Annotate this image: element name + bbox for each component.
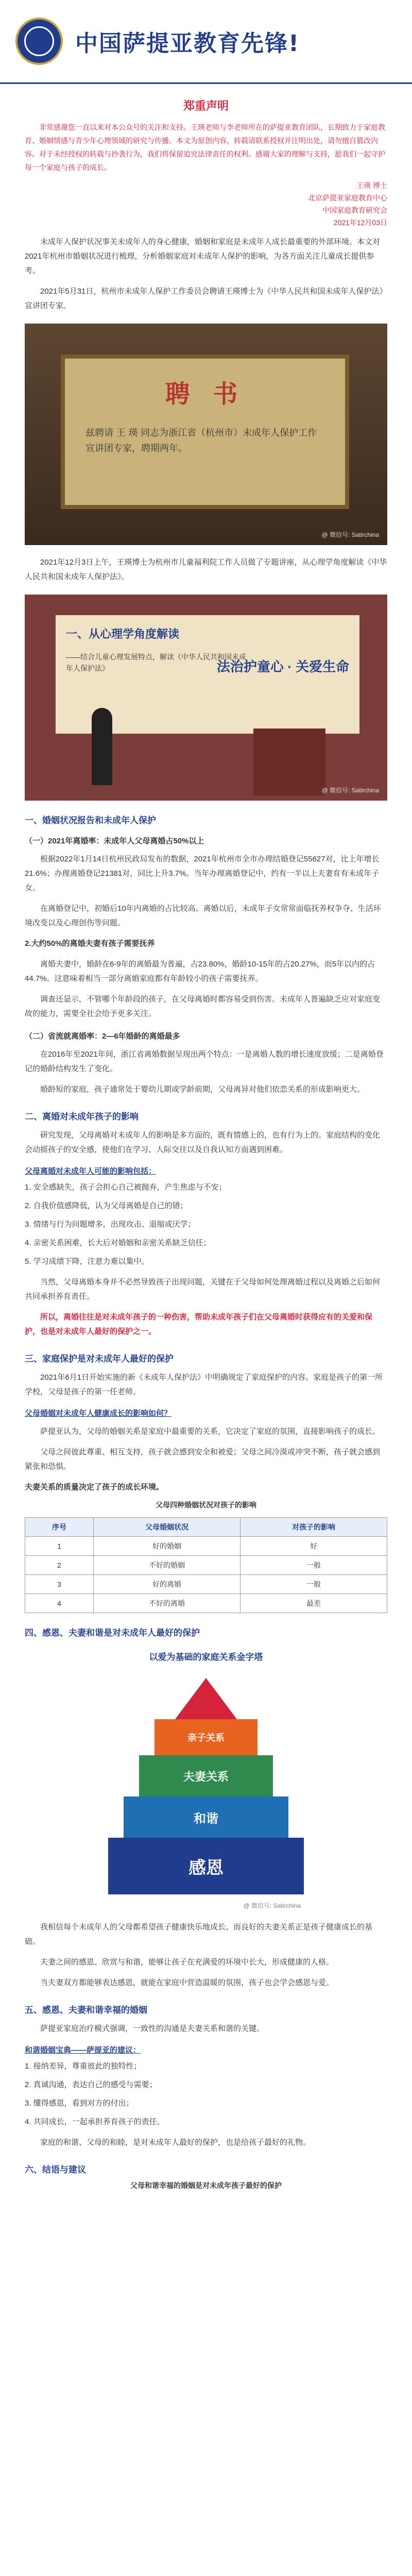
- table-header-cell: 父母婚姻状况: [94, 1518, 241, 1537]
- section-heading: 六、结语与建议: [25, 2165, 86, 2175]
- underlined-heading: 父母婚姻对未成年人健康成长的影响如何？: [25, 1409, 172, 1418]
- subsection-heading: （二）省流就离婚率：2—6年婚龄的离婚最多: [25, 1032, 180, 1041]
- table-cell: 好: [241, 1537, 387, 1556]
- list-item: 1. 接纳差异，尊重彼此的独特性；: [25, 2062, 142, 2071]
- table-row: [25, 1556, 387, 1575]
- list-item: 1. 安全感缺失，孩子会担心自己被抛弃，产生焦虑与不安；: [25, 1183, 227, 1192]
- section-heading: 一、婚姻状况报告和未成年人保护: [25, 816, 156, 825]
- list-item: 5. 学习成绩下降，注意力难以集中。: [25, 1257, 149, 1266]
- table-header-cell: 序号: [25, 1518, 94, 1537]
- body-paragraph: 我相信每个未成年人的父母都希望孩子健康快乐地成长。而良好的夫妻关系正是孩子健康成长的基础。: [25, 1923, 373, 1946]
- banner-heading: 一、从心理学角度解读: [66, 628, 180, 641]
- body-paragraph: 父母之间彼此尊重、相互支持，孩子就会感到安全和被爱；父母之间冷漠或冲突不断，孩子就会感到紧张和恐惧。: [25, 1448, 381, 1471]
- intro-paragraph: 未成年人保护状况事关未成年人的身心健康，婚姻和家庭是未成年人成长最重要的外部环境。本文对2021年杭州市婚姻状况进行梳理，分析婚姻家庭对未成年人保护的影响，为各方面关注儿童成长提供参考。: [25, 238, 381, 275]
- list-item: 3. 情绪与行为问题增多，出现攻击、退缩或厌学；: [25, 1220, 196, 1229]
- list-item: 2. 自我价值感降低，认为父母离婚是自己的错；: [25, 1201, 188, 1210]
- section-heading: 二、离婚对未成年孩子的影响: [25, 1112, 139, 1122]
- body-paragraph: 当夫妻双方都能够表达感恩，就能在家庭中营造温暖的氛围，孩子也会学会感恩与爱。: [40, 1978, 334, 1987]
- body-paragraph: 婚龄短的家庭，孩子通常处于婴幼儿期或学龄前期，父母离异对他们依恋关系的形成影响更大。: [40, 1085, 365, 1094]
- table-cell: 2: [25, 1556, 94, 1575]
- body-paragraph: 当然，父母离婚本身并不必然导致孩子出现问题，关键在于父母如何处理离婚过程以及离婚之后如何共同承担养育责任。: [25, 1278, 381, 1301]
- body-paragraph: 调查还显示，不管哪个年龄段的孩子，在父母离婚时都容易受到伤害。未成年人普遍缺乏应对家庭变故的能力，需要全社会给予更多关注。: [25, 995, 381, 1018]
- brand-slogan: 中国萨提亚教育先锋!: [75, 30, 300, 57]
- lecture-paragraph: 2021年12月3日上午，王瑛博士为杭州市儿童福利院工作人员做了专题讲座，从心理学角度解读《中华人民共和国未成年人保护法》。: [25, 558, 387, 581]
- table-cell: 最差: [241, 1594, 387, 1613]
- pyramid-level-top: [175, 1678, 237, 1719]
- section-heading: 三、家庭保护是对未成年人最好的保护: [25, 1354, 174, 1364]
- body-paragraph: 根据2022年1月14日杭州民政局发布的数据，2021年杭州市全市办理结婚登记55627对，比上年增长21.6%；办理离婚登记21381对，同比上升3.7%。当年办理离婚登记中，约有一半以上夫妻育有未成年子女。: [25, 855, 380, 892]
- table-cell: 一般: [241, 1575, 387, 1594]
- table-cell: 好的离婚: [94, 1575, 241, 1594]
- subsection-heading: 2.大约50%的离婚夫妻有孩子需要抚养: [25, 939, 155, 948]
- podium: [253, 728, 325, 795]
- highlight-paragraph: 所以，离婚往往是对未成年孩子的一种伤害，帮助未成年孩子们在父母离婚时获得应有的关爱和保护，也是对未成年人最好的保护之一。: [25, 1313, 373, 1336]
- quote-line: 夫妻关系的质量决定了孩子的成长环境。: [25, 1483, 164, 1492]
- list-item: 4. 共同成长，一起承担养育孩子的责任。: [25, 2117, 165, 2126]
- sign-line: 北京萨提亚家庭教育中心: [308, 194, 387, 202]
- certificate: [61, 354, 349, 509]
- subsection-heading: （一）2021年离婚率：未成年人父母离婚占50%以上: [25, 837, 204, 845]
- table-cell: 好的婚姻: [94, 1537, 241, 1556]
- photo-watermark: @ 微信号: Satirchina: [243, 1902, 301, 1909]
- body-paragraph: 2021年6月1日开始实施的新《未成年人保护法》中明确规定了家庭保护的内容。家庭是孩子的第一所学校，父母是孩子的第一任老师。: [25, 1373, 383, 1396]
- intro-paragraph: 2021年5月31日，杭州市未成年人保护工作委员会聘请王瑛博士为《中华人民共和国未成年人保护法》宣讲团专家。: [25, 287, 387, 310]
- speaker-figure: [92, 708, 112, 785]
- body-paragraph: 家庭的和谐、父母的和睦，是对未成年人最好的保护，也是给孩子最好的礼物。: [40, 2138, 311, 2147]
- table-cell: 不好的婚姻: [94, 1556, 241, 1575]
- table-header-row: [25, 1518, 387, 1537]
- sign-date: 2021年12月03日: [333, 218, 387, 227]
- table-row: [25, 1575, 387, 1594]
- underlined-heading: 父母离婚对未成年人可能的影响包括：: [25, 1167, 157, 1176]
- header-banner: [0, 0, 412, 84]
- underlined-heading: 和谐婚姻宝典——萨提亚的建议：: [25, 2046, 141, 2055]
- body-paragraph: 离婚夫妻中，婚龄在6-9年的离婚最为普遍，占23.80%，婚龄10-15年的占20.27%，而5年以内的占44.7%。这意味着相当一部分离婚家庭都有年龄较小的孩子需要抚养。: [25, 960, 375, 983]
- pyramid-level-gratitude: 感恩: [108, 1838, 304, 1894]
- section-heading: 五、感恩、夫妻和谐幸福的婚姻: [25, 2005, 147, 2015]
- banner-slogan: 法治护童心 · 关爱生命: [216, 659, 349, 674]
- banner-subtitle: ——结合儿童心理发展特点，解读《中华人民共和国未成年人保护法》: [66, 653, 246, 672]
- sign-line: 中国家庭教育研究会: [322, 206, 387, 214]
- table-cell: 不好的离婚: [94, 1594, 241, 1613]
- closing-caption: 父母和谐幸福的婚姻是对未成年孩子最好的保护: [130, 2181, 282, 2190]
- photo-watermark: @ 微信号: Satirchina: [321, 787, 379, 794]
- pyramid-title: 以爱为基础的家庭关系金字塔: [149, 1652, 263, 1662]
- body-paragraph: 研究发现，父母离婚对未成年人的影响是多方面的，既有情感上的，也有行为上的。家庭结构的变化会动摇孩子的安全感，使他们在学习、人际交往以及自我认知方面遇到困难。: [25, 1131, 381, 1154]
- table-cell: 4: [25, 1594, 94, 1613]
- marriage-impact-table: [25, 1517, 387, 1613]
- table-header-cell: 对孩子的影响: [241, 1518, 387, 1537]
- table-row: [25, 1594, 387, 1613]
- pyramid-level-harmony: 和谐: [124, 1797, 288, 1838]
- body-paragraph: 萨提亚认为，父母的婚姻关系是家庭中最重要的关系，它决定了家庭的氛围，直接影响孩子的成长。: [40, 1427, 381, 1436]
- photo-watermark: @ 微信号: Satirchina: [321, 531, 379, 538]
- list-item: 3. 懂得感恩，看到对方的付出；: [25, 2099, 134, 2108]
- section-heading: 四、感恩、夫妻和谐是对未成年人最好的保护: [25, 1628, 200, 1638]
- sign-name: 王瑛 博士: [356, 181, 387, 190]
- list-item: 2. 真诚沟通，表达自己的感受与需要；: [25, 2080, 157, 2089]
- list-item: 4. 亲密关系困难，长大后对婚姻和亲密关系缺乏信任；: [25, 1239, 211, 1247]
- lecture-photo: [25, 595, 387, 801]
- declaration-title: 郑重声明: [183, 99, 229, 112]
- table-row: [25, 1537, 387, 1556]
- certificate-text: 兹聘请 王 瑛 同志为浙江省（杭州市）未成年人保护工作宣讲团专家，聘期两年。: [85, 428, 317, 454]
- body-paragraph: 在2016年至2021年间，浙江省离婚数据呈现出两个特点：一是离婚人数的增长速度放缓；二是离婚登记的婚龄结构发生了变化。: [25, 1050, 384, 1073]
- pyramid-level-spouse: 夫妻关系: [139, 1755, 273, 1797]
- table-caption: 父母四种婚姻状况对孩子的影响: [156, 1501, 256, 1509]
- satir-logo-icon: [15, 18, 63, 65]
- table-cell: 一般: [241, 1556, 387, 1575]
- love-pyramid-diagram: [103, 1673, 309, 1910]
- certificate-title: 聘 书: [165, 380, 245, 409]
- table-cell: 3: [25, 1575, 94, 1594]
- declaration-text: 非常感谢您一直以来对本公众号的关注和支持。王瑛老师与李老师所在的萨提亚教育团队，长期致力于家庭教育、婚姻情感与青少年心理领域的研究与传播。本文为原创内容，转载请联系授权并注明出处，请勿擅自篡改内容。对于未经授权的转载与抄袭行为，我们将保留追究法律责任的权利。感谢大家的理解与支持，愿我们一起守护每一个家庭与孩子的成长。: [25, 123, 385, 172]
- table-cell: 1: [25, 1537, 94, 1556]
- body-paragraph: 在离婚登记中，初婚后10年内离婚的占比较高。离婚以后，未成年子女常常面临抚养权争夺、生活环境改变以及心理创伤等问题。: [25, 904, 381, 927]
- pyramid-level-parent-child: 亲子关系: [154, 1719, 258, 1755]
- certificate-photo: [25, 324, 387, 545]
- body-paragraph: 夫妻之间的感恩、欣赏与和谐，能够让孩子在充满爱的环境中长大，形成健康的人格。: [40, 1958, 334, 1967]
- declaration-signature: [25, 179, 387, 229]
- body-paragraph: 萨提亚家庭治疗模式强调，一致性的沟通是夫妻关系和谐的关键。: [40, 2024, 265, 2033]
